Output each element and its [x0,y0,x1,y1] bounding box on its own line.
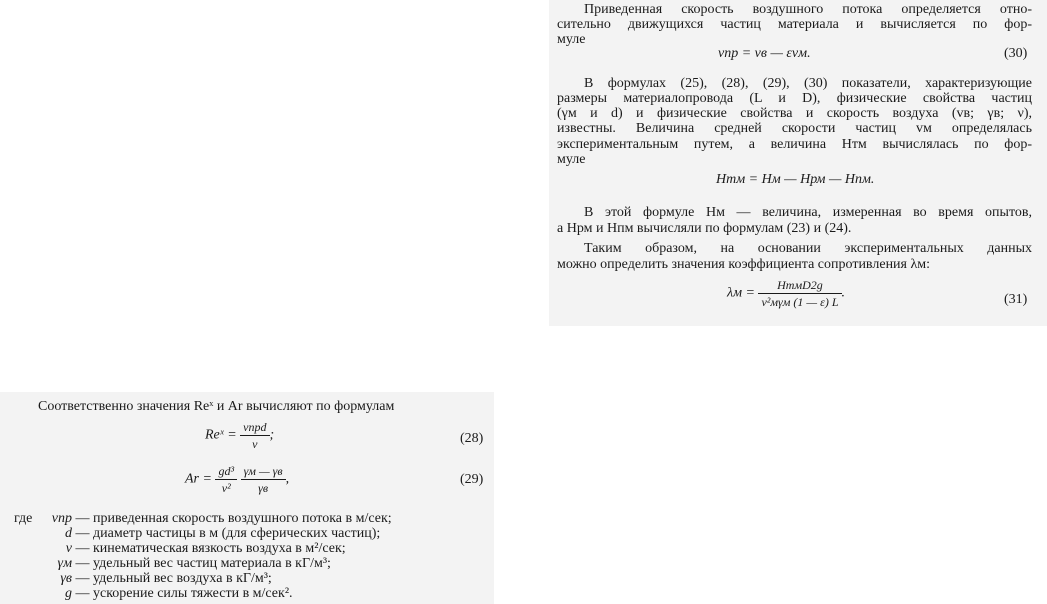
equation-29-denominator-1: ν² [221,481,231,495]
text-line: размеры материалопровода (L и D), физические свойства частиц [557,91,1032,106]
text-line: экспериментальным путем, а величина Hтм вычислялась по фор- [557,137,1032,152]
equation-31-number: (31) [1004,292,1028,307]
equation-29-numerator-2: γм — γв [241,464,286,480]
equation-29-number: (29) [460,472,484,487]
text-line: В этой формуле Hм — величина, измеренная во время опытов, [584,205,1032,220]
equation-31: λм = $\frac{\text{HтмD2g}}{\text{v²мγм (1 — ε) L}}$ . [727,278,845,309]
equation-28-lhs: Reˣ = [205,427,237,443]
equation-31-numerator: HтмD2g [758,278,841,294]
equation-31-fraction [758,278,841,309]
definition-item [22,541,346,556]
definition-item [22,511,392,526]
equation-29-fraction-2 [241,464,286,495]
text-line: муле [557,152,586,167]
definition-text: — ускорение силы тяжести в м/сек². [75,586,293,601]
definition-item [22,586,293,601]
definition-text: — удельный вес воздуха в кГ/м³; [75,571,272,586]
definition-item [22,556,331,571]
equation-29-lhs: Ar = [185,471,212,487]
definition-symbol: g [65,586,72,601]
text-line: муле [557,32,586,47]
definition-text: — диаметр частицы в м (для сферических частиц); [75,526,381,541]
text-line: Приведенная скорость воздушного потока определяется отно- [584,2,1032,17]
text-line: Соответственно значения Reˣ и Ar вычисляют по формулам [38,399,395,414]
equation-28-denominator: ν [252,437,258,451]
equation-31-lhs: λм = [727,285,755,301]
definition-text: — приведенная скорость воздушного потока в м/сек; [75,511,392,526]
equation-29-numerator-1: gd³ [215,464,237,480]
definition-text: — удельный вес частиц материала в кГ/м³; [75,556,331,571]
definition-symbol: vпр [51,511,72,526]
definition-symbol: γм [57,556,72,571]
text-line: сительно движущихся частиц материала и вычисляется по фор- [557,17,1032,32]
equation-29-denominator-2: γв [258,481,269,495]
equation-30-number: (30) [1004,46,1028,61]
equation-28 [205,420,274,451]
equation-28-fraction [240,420,269,451]
equation-31-denominator: v²мγм (1 — ε) L [761,295,839,309]
definition-symbol: ν [65,541,72,556]
definition-item [22,571,272,586]
definition-item [22,526,380,541]
definition-symbol: d [65,526,72,541]
text-line: (γм и d) и физические свойства и скорость воздуха (vв; γв; ν), [557,106,1032,121]
text-line: а Hрм и Hпм вычисляли по формулам (23) и (24). [557,221,852,236]
equation-29 [185,464,289,495]
equation-28-number: (28) [460,431,484,446]
definition-symbol: γв [60,571,72,586]
definition-text: — кинематическая вязкость воздуха в м²/сек; [75,541,346,556]
text-line: известны. Величина средней скорости частиц vм определялась [557,121,1032,136]
text-line: можно определить значения коэффициента сопротивления λм: [557,257,931,272]
equation-30: vпр = vв — εvм. [718,46,811,61]
where-label: где [14,511,33,526]
equation-28-tail: ; [269,427,275,443]
equation-29-fraction-1 [215,464,237,495]
equation-28-numerator: vпрd [240,420,269,436]
equation-H: Hтм = Hм — Hрм — Hпм. [716,172,875,187]
text-line: В формулах (25), (28), (29), (30) показатели, характеризующие [584,76,1032,91]
equation-29-tail: , [285,471,290,487]
text-line: Таким образом, на основании экспериментальных данных [584,241,1032,256]
